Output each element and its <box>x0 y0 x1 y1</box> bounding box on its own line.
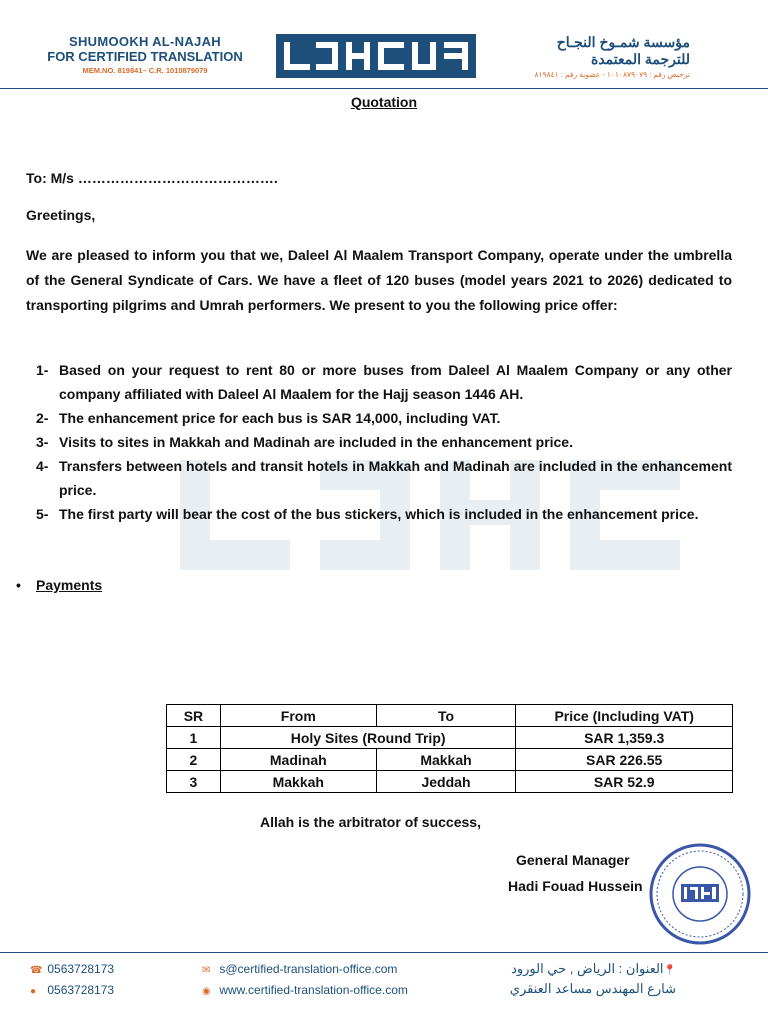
address-line1 <box>480 960 676 980</box>
payments-heading <box>16 577 102 593</box>
greeting: Greetings, <box>26 207 96 223</box>
column-header: SR <box>167 705 221 727</box>
address-text: العنوان : الرياض , حي الورود <box>511 961 664 976</box>
document-title: Quotation <box>350 94 418 110</box>
item-number: 5- <box>36 506 49 522</box>
phone-icon: ☎ <box>30 965 43 976</box>
email-icon: ✉ <box>202 965 211 976</box>
website-url[interactable]: www.certified-translation-office.com <box>219 983 408 997</box>
table-row <box>167 749 733 771</box>
table-cell-route: Holy Sites (Round Trip) <box>220 727 515 749</box>
item-text: The first party will bear the cost of the bus stickers, which is included in the enhancement price. <box>59 506 699 522</box>
arabic-name-line2: للترجمة المعتمدة <box>591 51 690 67</box>
location-pin-icon: 📍 <box>663 965 676 976</box>
address-line2: شارع المهندس مساعد العنقري <box>509 981 676 996</box>
whatsapp-icon: ● <box>30 986 37 997</box>
column-header: To <box>376 705 516 727</box>
offer-terms-list <box>36 358 732 526</box>
list-item <box>36 454 732 502</box>
membership-number: MEM.NO. 819841– C.R. 1010879079 <box>82 66 208 75</box>
table-cell-price: SAR 226.55 <box>516 749 733 771</box>
item-number: 1- <box>36 362 49 378</box>
table-cell-to: Jeddah <box>376 771 516 793</box>
phone-number: 0563728173 <box>47 962 115 976</box>
recipient-line: To: M/s ……………………………………. <box>26 170 278 186</box>
table-cell-sr: 3 <box>167 771 221 793</box>
email-contact <box>202 962 397 976</box>
item-text: Transfers between hotels and transit hotels in Makkah and Madinah are included in the enhancement price. <box>59 458 732 498</box>
table-cell-sr: 1 <box>167 727 221 749</box>
list-item <box>36 406 732 430</box>
official-stamp <box>648 842 752 946</box>
company-logo <box>276 34 476 78</box>
signatory-title: General Manager <box>516 852 630 868</box>
website-contact <box>202 983 408 997</box>
table-row <box>167 727 733 749</box>
header-divider <box>0 88 768 89</box>
whatsapp-contact <box>30 983 114 997</box>
company-name-english <box>40 34 250 75</box>
price-table <box>166 704 733 793</box>
column-header: Price (Including VAT) <box>516 705 733 727</box>
footer-divider <box>0 952 768 953</box>
company-name-line2: FOR CERTIFIED TRANSLATION <box>47 49 243 64</box>
table-cell-price: SAR 52.9 <box>516 771 733 793</box>
item-text: Based on your request to rent 80 or more buses from Daleel Al Maalem Company or any other company affiliated with Daleel Al Maalem for the Hajj season 1446 AH. <box>59 362 732 402</box>
letterhead <box>0 0 768 90</box>
closing-line: Allah is the arbitrator of success, <box>260 814 481 830</box>
list-item <box>36 502 732 526</box>
table-cell-to: Makkah <box>376 749 516 771</box>
item-text: Visits to sites in Makkah and Madinah are included in the enhancement price. <box>59 434 573 450</box>
table-cell-from: Makkah <box>220 771 376 793</box>
phone-contact <box>30 962 114 976</box>
list-item <box>36 358 732 406</box>
globe-icon: ◉ <box>202 986 211 997</box>
column-header: From <box>220 705 376 727</box>
table-cell-price: SAR 1,359.3 <box>516 727 733 749</box>
signatory-name: Hadi Fouad Hussein <box>508 878 643 894</box>
payments-label: Payments <box>36 577 103 593</box>
address-block <box>480 960 676 998</box>
item-number: 2- <box>36 410 49 426</box>
email-address[interactable]: s@certified-translation-office.com <box>219 962 398 976</box>
company-name-arabic <box>520 34 690 79</box>
list-item <box>36 430 732 454</box>
bullet: • <box>16 577 21 593</box>
item-number: 3- <box>36 434 49 450</box>
intro-paragraph: We are pleased to inform you that we, Daleel Al Maalem Transport Company, operate under the umbrella of the General Syndicate of Cars. We have a fleet of 120 buses (model years 2021 to 2026) dedicated to transporting pilgrims and Umrah performers. We present to you the following price offer: <box>26 247 732 313</box>
table-cell-sr: 2 <box>167 749 221 771</box>
table-cell-from: Madinah <box>220 749 376 771</box>
company-name-line1: SHUMOOKH AL-NAJAH <box>69 34 221 49</box>
arabic-name-line1: مؤسسة شمـوخ النجـاح <box>556 34 690 50</box>
table-row <box>167 771 733 793</box>
item-number: 4- <box>36 458 49 474</box>
item-text: The enhancement price for each bus is SAR 14,000, including VAT. <box>59 410 501 426</box>
whatsapp-number: 0563728173 <box>47 983 115 997</box>
table-header-row <box>167 705 733 727</box>
arabic-license-number: ترخيص رقم : ١٠١٠٨٧٩٠٧٩ - عضوية رقم : ٨١٩٨٤١ <box>534 70 690 79</box>
